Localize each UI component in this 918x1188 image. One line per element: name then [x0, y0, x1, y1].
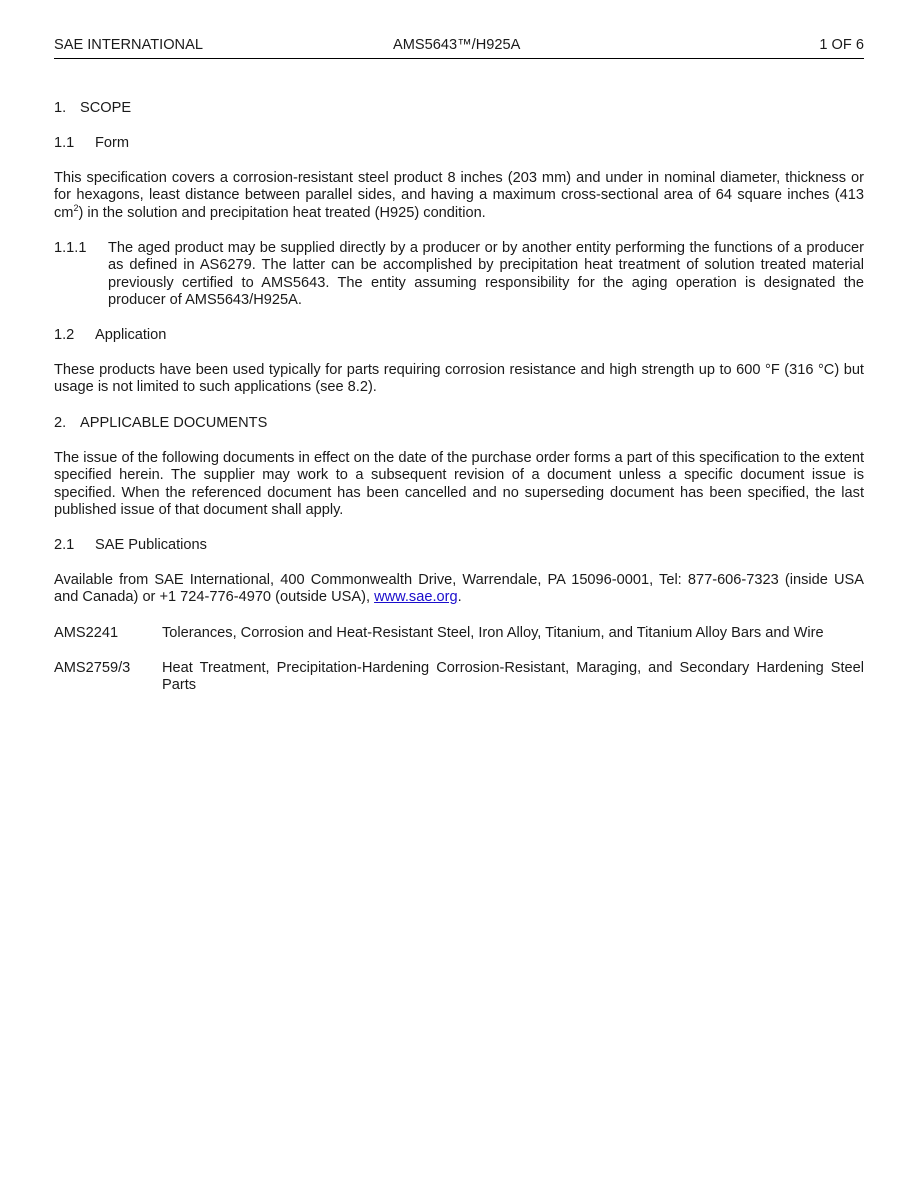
reference-code: AMS2759/3 — [54, 660, 131, 676]
section-1-1-title: Form — [95, 135, 130, 151]
sae-website-link[interactable]: www.sae.org — [374, 589, 458, 606]
header-page-number: 1 OF 6 — [819, 37, 864, 53]
superscript: 2 — [73, 202, 79, 213]
section-1-2-paragraph: These products have been used typically for parts requiring corrosion resistance and high strength up to 600 °F (316 °C) but usage is not limited to such applications (see 8.2). — [54, 362, 864, 396]
page-header — [54, 37, 864, 59]
section-2-1-title: SAE Publications — [95, 537, 207, 553]
form-text-b: ) in the solution and precipitation heat treated (H925) condition. — [78, 204, 486, 221]
sae-availability-end: . — [457, 589, 462, 606]
section-1-2-number: 1.2 — [54, 327, 75, 343]
section-1-2-title: Application — [95, 327, 167, 343]
section-2-number: 2. — [54, 415, 67, 431]
reference-title: Tolerances, Corrosion and Heat-Resistant Steel, Iron Alloy, Titanium, and Titanium Alloy Bars and Wire — [162, 625, 824, 641]
section-1-1-1-number: 1.1.1 — [54, 240, 87, 256]
section-1-number: 1. — [54, 100, 67, 116]
section-1-1-1-paragraph: The aged product may be supplied directly by a producer or by another entity performing the functions of a producer as defined in AS6279. The latter can be accomplished by precipitation heat treatment of solution treated material previously certified to AMS5643. The entity assuming responsibility for the aging operation is designated the producer of AMS5643/H925A. — [108, 240, 864, 309]
reference-title: Heat Treatment, Precipitation-Hardening Corrosion-Resistant, Maraging, and Secondary Hardening Steel Parts — [162, 660, 864, 694]
section-2-paragraph: The issue of the following documents in effect on the date of the purchase order forms a part of this specification to the extent specified herein. The supplier may work to a subsequent revision of a document unless a specific document issue is specified. When the referenced document has been cancelled and no superseding document has been specified, the last published issue of that document shall apply. — [54, 450, 864, 519]
reference-code: AMS2241 — [54, 625, 119, 641]
section-1-1-paragraph — [54, 170, 864, 222]
section-2-title: APPLICABLE DOCUMENTS — [80, 415, 268, 431]
section-2-1-number: 2.1 — [54, 537, 75, 553]
section-1-1-number: 1.1 — [54, 135, 75, 151]
section-1-title: SCOPE — [80, 100, 132, 116]
sae-availability-text: Available from SAE International, 400 Commonwealth Drive, Warrendale, PA 15096-0001, Tel: 877-606-7323 (inside USA and Canada) or +1 724-776-4970 (outside USA), — [54, 572, 864, 606]
form-text-a: This specification covers a corrosion-resistant steel product 8 inches (203 mm) and under in nominal diameter, thickness or for hexagons, least distance between parallel sides, and having a maximum cross-sectional area of 64 square inches (413 cm — [54, 170, 864, 221]
header-organization: SAE INTERNATIONAL — [54, 37, 203, 53]
header-document-id: AMS5643™/H925A — [393, 37, 521, 53]
section-2-1-paragraph — [54, 572, 864, 607]
